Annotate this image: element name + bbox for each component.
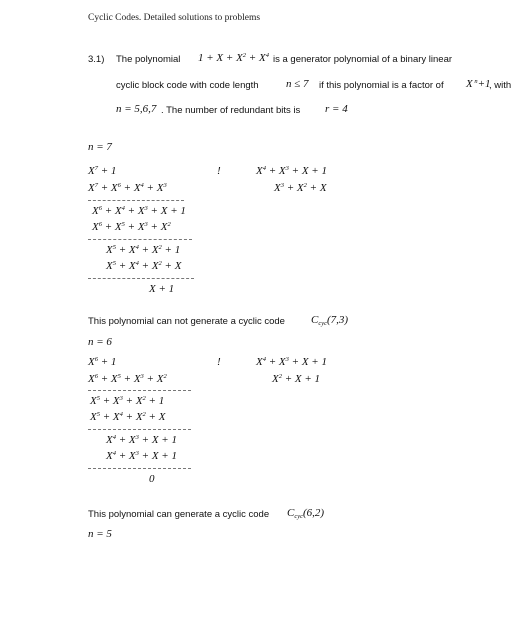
case6-remainder: $X^5 + X^3 + X^2 + 1$ <box>90 395 165 407</box>
length-condition: n ≤ 7 <box>286 78 309 90</box>
case6-final-remainder: 0 <box>149 473 155 485</box>
division-rule <box>88 429 191 430</box>
case7-step: $X^5 + X^4 + X^2 + X$ <box>106 260 182 272</box>
division-rule <box>88 390 191 391</box>
case7-step: $X^7 + X^6 + X^4 + X^3$ <box>88 182 167 194</box>
redundant-bits: r = 4 <box>325 103 348 115</box>
case7-step: $X^6 + X^5 + X^3 + X^2$ <box>92 221 171 233</box>
case6-remainder: $X^4 + X^3 + X + 1$ <box>106 434 177 446</box>
case6-dividend: $X^6 + 1$ <box>88 356 117 368</box>
case6-step: $X^4 + X^3 + X + 1$ <box>106 450 177 462</box>
case7-quotient: $X^3 + X^2 + X$ <box>274 182 327 194</box>
case6-code: $C_{cyc}(6,2)$ <box>287 507 325 520</box>
problem-line1-post: is a generator polynomial of a binary linear <box>273 54 453 65</box>
problem-line1-pre: The polynomial <box>116 54 181 65</box>
case7-conclusion: This polynomial can not generate a cyclic code <box>88 316 285 327</box>
case7-code: $C_{cyc}(7,3)$ <box>311 314 349 327</box>
case7-dividend: $X^7 + 1$ <box>88 165 117 177</box>
case6-divisor: $X^4 + X^3 + X + 1$ <box>256 356 327 368</box>
case6-quotient: $X^2 + X + 1$ <box>272 373 321 385</box>
case6-step: $X^6 + X^5 + X^3 + X^2$ <box>88 373 167 385</box>
generator-polynomial: $1 + X + X^2 + X^4$ <box>198 52 269 64</box>
division-rule <box>88 200 184 201</box>
division-mark: ! <box>217 356 221 368</box>
problem-number: 3.1) <box>88 54 105 65</box>
case7-remainder: $X^5 + X^4 + X^2 + 1$ <box>106 244 181 256</box>
problem-line2-pre: cyclic block code with code length <box>116 80 259 91</box>
case6-step: $X^5 + X^4 + X^2 + X$ <box>90 411 166 423</box>
case7-label: n = 7 <box>88 141 112 153</box>
factor-polynomial: X $^n$+1 <box>466 78 491 90</box>
case7-remainder: $X^6 + X^4 + X^3 + X + 1$ <box>92 205 186 217</box>
problem-line2-mid: if this polynomial is a factor of <box>319 80 444 91</box>
case7-final-remainder: X + 1 <box>149 283 175 295</box>
problem-line2-post: , with <box>489 80 511 91</box>
division-rule <box>88 239 192 240</box>
division-rule <box>88 278 194 279</box>
case6-conclusion: This polynomial can generate a cyclic code <box>88 509 270 520</box>
page-header: Cyclic Codes. Detailed solutions to problems <box>88 13 261 23</box>
problem-line3-mid: . The number of redundant bits is <box>161 105 301 116</box>
case7-divisor: $X^4 + X^3 + X + 1$ <box>256 165 327 177</box>
division-rule <box>88 468 191 469</box>
case6-label: n = 6 <box>88 336 112 348</box>
case5-label: n = 5 <box>88 528 112 540</box>
division-mark: ! <box>217 165 221 177</box>
n-values: n = 5,6,7 <box>116 103 157 115</box>
